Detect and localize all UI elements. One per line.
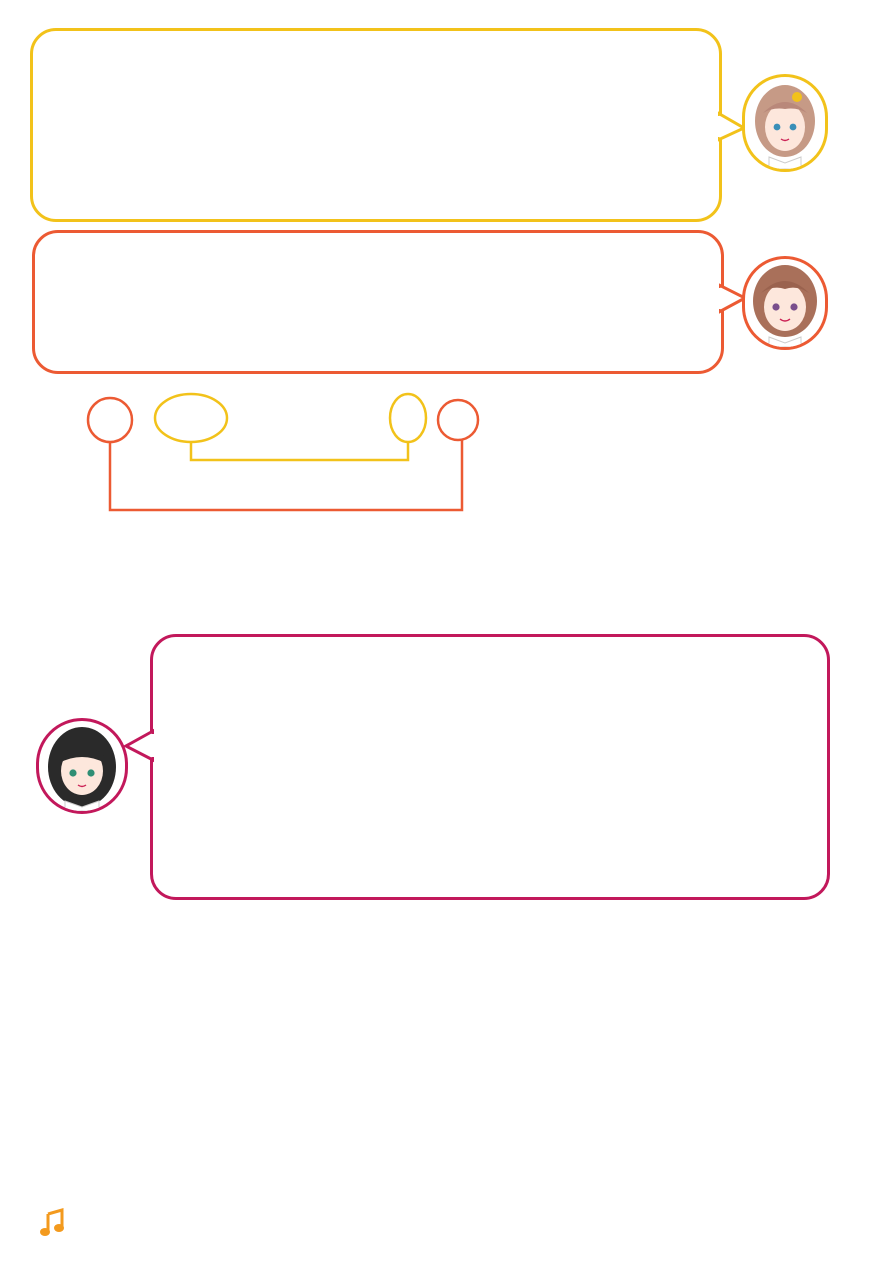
music-note-icon: [38, 1208, 68, 1238]
highlight-factor-a: [390, 394, 426, 442]
link-inner: [191, 442, 408, 460]
dialog-bubble-2: [32, 230, 724, 374]
expansion-diagram: [70, 384, 490, 544]
avatar-girl-3: [36, 718, 128, 814]
highlight-factor-b: [438, 400, 478, 440]
pascal-triangle-left: [86, 908, 386, 1170]
pascal-triangle-top: [548, 378, 798, 600]
avatar-girl-1: [742, 74, 828, 172]
dialog-bubble-1: [30, 28, 722, 222]
highlight-a3: [88, 398, 132, 442]
highlight-3a2b: [155, 394, 227, 442]
avatar-girl-2: [742, 256, 828, 350]
dialog-bubble-3: [150, 634, 830, 900]
pascal-triangle-right: [492, 908, 792, 1170]
